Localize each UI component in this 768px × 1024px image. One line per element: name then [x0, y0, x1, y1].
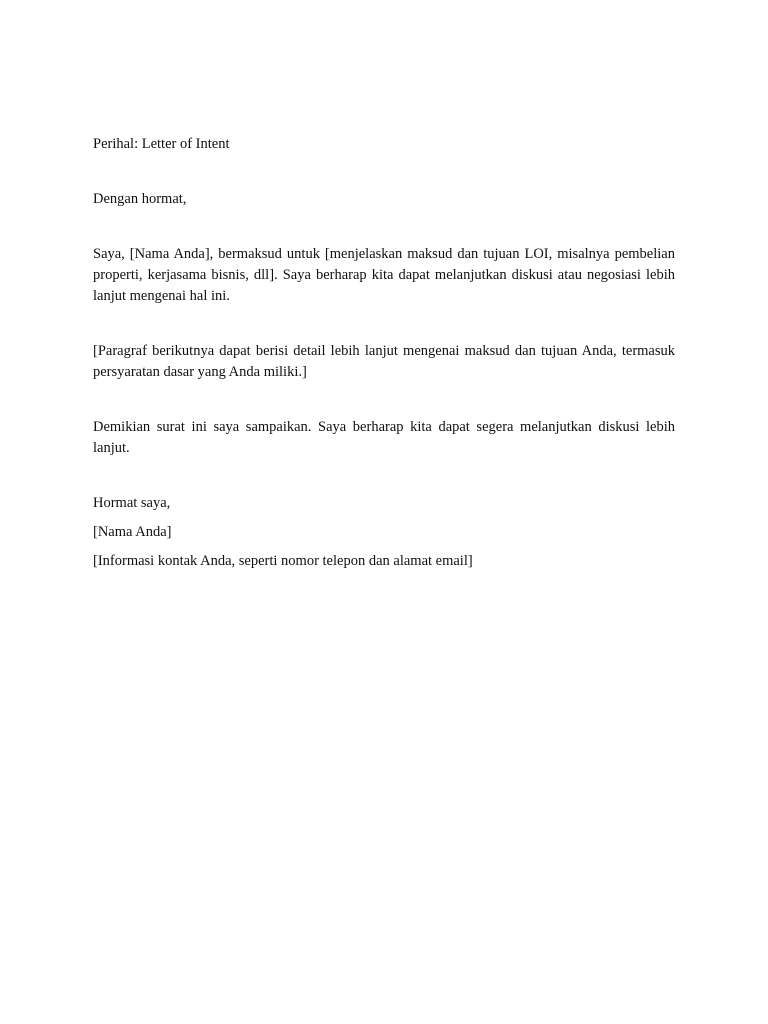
letter-body — [93, 134, 675, 572]
contact-info: [Informasi kontak Anda, seperti nomor telepon dan alamat email] — [93, 553, 473, 569]
letter-paragraph-2: [Paragraf berikutnya dapat berisi detail lebih lanjut mengenai maksud dan tujuan Anda, termasuk persyaratan dasar yang Anda miliki.] — [93, 343, 675, 380]
letter-subject: Perihal: Letter of Intent — [93, 136, 230, 152]
signer-name: [Nama Anda] — [93, 524, 172, 540]
letter-greeting: Dengan hormat, — [93, 191, 187, 207]
letter-closing: Hormat saya, — [93, 495, 171, 511]
letter-paragraph-1: Saya, [Nama Anda], bermaksud untuk [menjelaskan maksud dan tujuan LOI, misalnya pembelian properti, kerjasama bisnis, dll]. Saya berharap kita dapat melanjutkan diskusi atau negosiasi lebih lanjut mengenai hal ini. — [93, 246, 675, 304]
letter-paragraph-3: Demikian surat ini saya sampaikan. Saya berharap kita dapat segera melanjutkan diskusi lebih lanjut. — [93, 419, 675, 456]
